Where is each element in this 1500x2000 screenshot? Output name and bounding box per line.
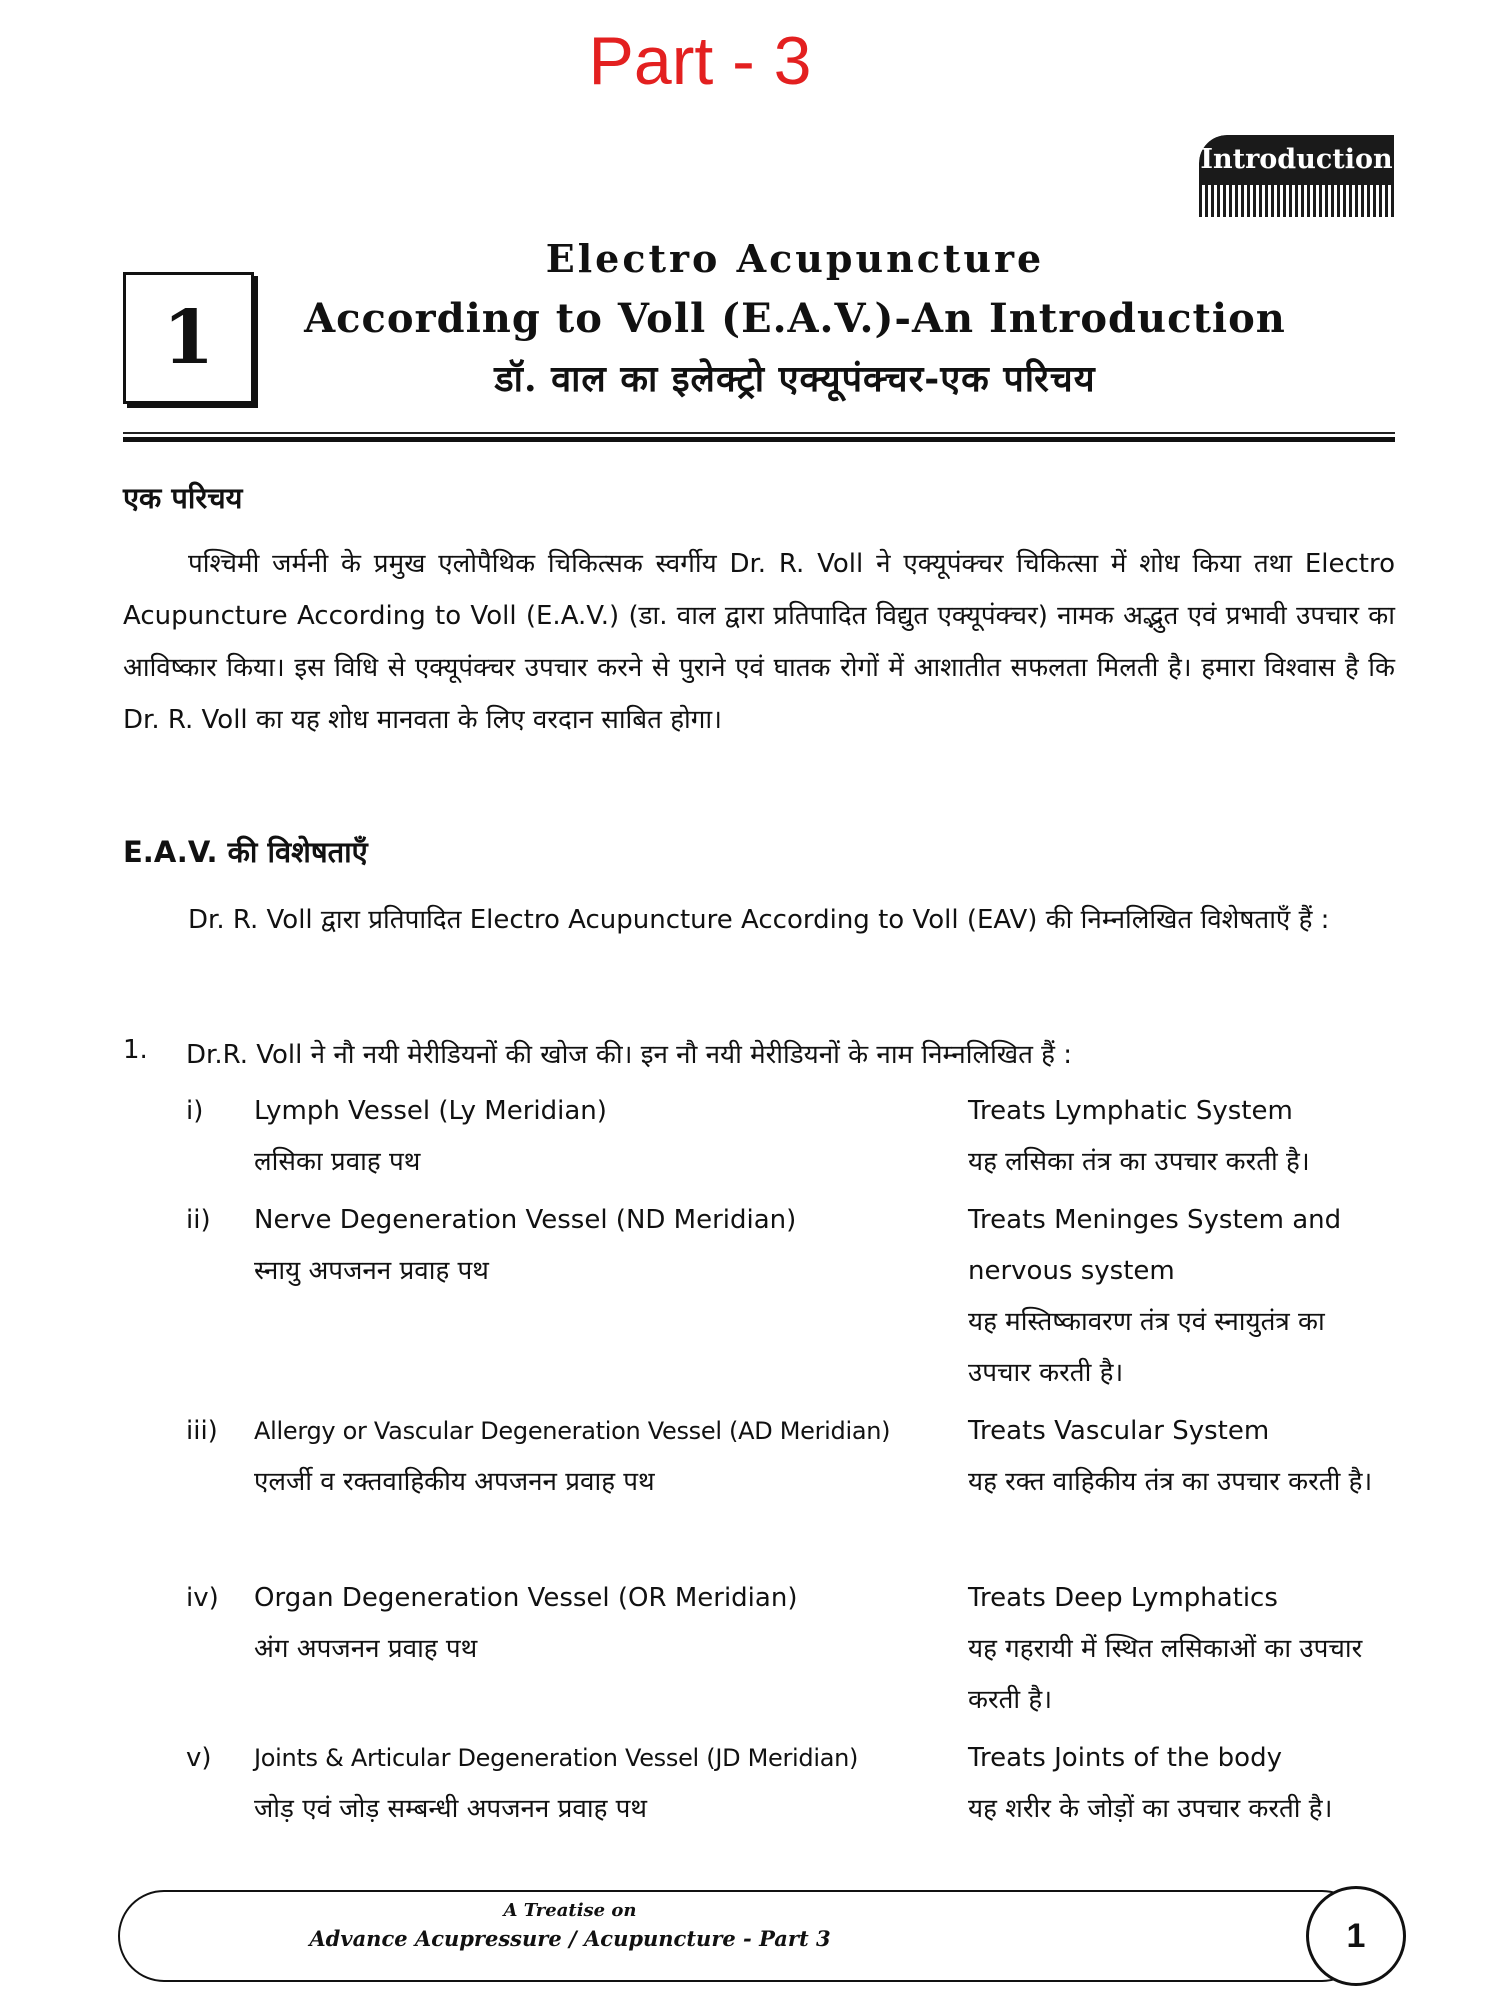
introduction-paragraph (123, 538, 1395, 746)
meridian-treats-hi: यह शरीर के जोड़ों का उपचार करती है। (968, 1794, 1333, 1824)
meridian-treats (968, 1406, 1395, 1508)
meridian-treats-en: Treats Vascular System (968, 1416, 1270, 1446)
meridian-name-hi: अंग अपजनन प्रवाह पथ (254, 1634, 478, 1664)
meridian-name-en: Allergy or Vascular Degeneration Vessel (AD Meridian) (254, 1417, 891, 1445)
title-divider-thick (123, 437, 1395, 442)
meridian-treats-en: Treats Lymphatic System (968, 1096, 1293, 1126)
introduction-badge-label: Introduction (1199, 135, 1394, 185)
meridian-name-hi: स्नायु अपजनन प्रवाह पथ (254, 1256, 489, 1286)
meridian-treats-hi: यह रक्त वाहिकीय तंत्र का उपचार करती है। (968, 1467, 1373, 1497)
meridian-treats-en: Treats Joints of the body (968, 1743, 1282, 1773)
meridian-name (254, 1406, 924, 1508)
meridian-treats-hi: यह लसिका तंत्र का उपचार करती है। (968, 1147, 1310, 1177)
meridian-roman: iii) (186, 1416, 218, 1446)
section-heading-features: E.A.V. की विशेषताएँ (123, 835, 368, 869)
meridian-roman: ii) (186, 1205, 211, 1235)
part-label: Part - 3 (588, 23, 812, 99)
meridian-treats-hi: यह मस्तिष्कावरण तंत्र एवं स्नायुतंत्र का उपचार करती है। (968, 1307, 1325, 1388)
meridian-name-en: Lymph Vessel (Ly Meridian) (254, 1096, 607, 1126)
point-number: 1. (123, 1035, 148, 1065)
introduction-badge (1199, 135, 1394, 217)
footer-series-label: A Treatise on (503, 1900, 637, 1921)
footer-book-title: Advance Acupressure / Acupuncture - Part 3 (309, 1926, 831, 1951)
page-number: 1 (1306, 1886, 1406, 1986)
meridian-name (254, 1733, 924, 1835)
title-divider-thin (123, 432, 1395, 434)
meridian-treats-hi: यह गहरायी में स्थित लसिकाओं का उपचार करती है। (968, 1634, 1363, 1715)
features-paragraph-text: Dr. R. Voll द्वारा प्रतिपादित Electro Acupuncture According to Voll (EAV) की निम्नलिखित विशेषताएँ हैं : (188, 905, 1330, 935)
section-heading-introduction: एक परिचय (123, 481, 243, 515)
point-text: Dr.R. Voll ने नौ नयी मेरीडियनों की खोज की। इन नौ नयी मेरीडियनों के नाम निम्नलिखित हैं : (186, 1040, 1073, 1070)
meridian-name-hi: एलर्जी व रक्तवाहिकीय अपजनन प्रवाह पथ (254, 1467, 655, 1497)
chapter-title-line-2: According to Voll (E.A.V.)-An Introduction (304, 295, 1286, 342)
meridian-name (254, 1086, 924, 1188)
meridian-name (254, 1573, 924, 1675)
meridian-treats (968, 1195, 1395, 1399)
meridian-name-hi: लसिका प्रवाह पथ (254, 1147, 421, 1177)
features-paragraph (123, 894, 1395, 946)
meridian-treats (968, 1573, 1395, 1726)
meridian-roman: iv) (186, 1583, 219, 1613)
introduction-paragraph-text: पश्चिमी जर्मनी के प्रमुख एलोपैथिक चिकित्सक स्वर्गीय Dr. R. Voll ने एक्यूपंक्चर चिकित्सा में शोध किया तथा Electro Acupuncture According to Voll (E.A.V.) (डा. वाल द्वारा प्रतिपादित विद्युत एक्यूपंक्चर) नामक अद्भुत एवं प्रभावी उपचार का आविष्कार किया। इस विधि से एक्यूपंक्चर उपचार करने से पुराने एवं घातक रोगों में आशातीत सफलता मिलती है। हमारा विश्वास है कि Dr. R. Voll का यह शोध मानवता के लिए वरदान साबित होगा। (123, 549, 1395, 735)
meridian-name-hi: जोड़ एवं जोड़ सम्बन्धी अपजनन प्रवाह पथ (254, 1794, 648, 1824)
meridian-name-en: Organ Degeneration Vessel (OR Meridian) (254, 1583, 798, 1613)
meridian-name-en: Joints & Articular Degeneration Vessel (JD Meridian) (254, 1744, 859, 1772)
meridian-roman: i) (186, 1096, 204, 1126)
badge-barcode-stripes (1199, 185, 1394, 217)
meridian-treats (968, 1086, 1395, 1188)
chapter-number-box: 1 (123, 272, 254, 404)
meridian-treats (968, 1733, 1395, 1835)
meridian-treats-en: Treats Meninges System and nervous system (968, 1205, 1342, 1286)
chapter-title-hindi: डॉ. वाल का इलेक्ट्रो एक्यूपंक्चर-एक परिचय (494, 358, 1096, 400)
meridian-name (254, 1195, 924, 1297)
chapter-title-line-1: Electro Acupuncture (545, 236, 1045, 281)
meridian-name-en: Nerve Degeneration Vessel (ND Meridian) (254, 1205, 797, 1235)
meridian-treats-en: Treats Deep Lymphatics (968, 1583, 1278, 1613)
meridian-roman: v) (186, 1743, 212, 1773)
